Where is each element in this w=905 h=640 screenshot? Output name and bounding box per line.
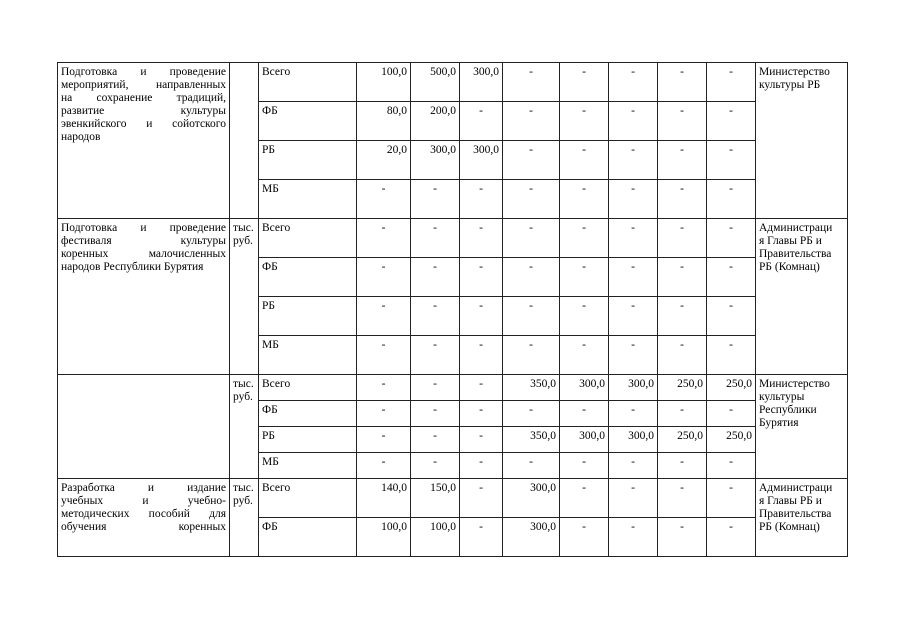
amount-cell: - [609,180,658,219]
amount-cell: 500,0 [411,63,460,102]
amount-cell: - [609,479,658,518]
executor-line: культуры [759,391,805,403]
amount-cell: - [560,102,609,141]
amount-cell: - [357,375,411,401]
amount-cell: - [503,102,560,141]
amount-cell: - [411,375,460,401]
amount-cell: - [411,180,460,219]
measure-name-line: эвенкийского и сойотского [61,118,226,130]
executor-line: я Главы РБ и [759,495,822,507]
measure-name-cell [58,63,230,219]
funding-source-cell: Всего [259,219,357,258]
amount-cell: - [460,518,503,557]
amount-cell: 300,0 [609,375,658,401]
measure-name-line: мероприятий, направленных [61,79,226,91]
amount-cell: - [411,336,460,375]
amount-cell: 250,0 [658,427,707,453]
amount-cell: - [658,219,707,258]
measure-name-line: на сохранение традиций, [61,92,226,104]
amount-cell: - [609,518,658,557]
funding-source-cell: Всего [259,479,357,518]
amount-cell: 350,0 [503,375,560,401]
executor-line: Администраци [759,222,833,234]
amount-cell: - [707,258,756,297]
amount-cell: - [560,297,609,336]
executor-line: Министерство [759,66,830,78]
amount-cell: 350,0 [503,427,560,453]
executor-cell [756,479,848,557]
amount-cell: 80,0 [357,102,411,141]
amount-cell: - [560,479,609,518]
funding-source-cell: МБ [259,453,357,479]
amount-cell: - [411,427,460,453]
amount-cell: - [560,258,609,297]
executor-line: Администраци [759,482,833,494]
amount-cell: - [609,102,658,141]
measure-name-line: учебных и учебно- [61,495,226,507]
unit-cell: тыс. руб. [230,375,259,479]
measure-name-cell [58,375,230,479]
amount-cell: - [411,219,460,258]
amount-cell: - [460,102,503,141]
funding-source-cell: ФБ [259,258,357,297]
amount-cell: 300,0 [460,141,503,180]
amount-cell: - [609,219,658,258]
unit-cell: тыс. руб. [230,219,259,375]
amount-cell: - [503,219,560,258]
executor-line: РБ (Комнац) [759,261,820,273]
amount-cell: - [503,141,560,180]
amount-cell: 300,0 [411,141,460,180]
executor-cell [756,63,848,219]
executor-cell [756,375,848,479]
funding-source-cell: МБ [259,336,357,375]
funding-source-cell: ФБ [259,102,357,141]
measure-name-line: фестиваля культуры [61,235,226,247]
amount-cell: - [560,453,609,479]
amount-cell: 100,0 [357,63,411,102]
amount-cell: - [357,219,411,258]
amount-cell: 150,0 [411,479,460,518]
amount-cell: - [707,102,756,141]
amount-cell: - [357,258,411,297]
amount-cell: - [658,479,707,518]
funding-source-cell: Всего [259,63,357,102]
executor-line: культуры РБ [759,79,821,91]
amount-cell: - [609,336,658,375]
executor-line: Правительства [759,248,832,260]
amount-cell: 250,0 [658,375,707,401]
amount-cell: - [460,258,503,297]
table-row [58,375,848,401]
amount-cell: - [609,401,658,427]
amount-cell: 300,0 [460,63,503,102]
amount-cell: - [658,258,707,297]
table-body [58,63,848,557]
amount-cell: - [357,401,411,427]
measure-name-line: Подготовка и проведение [61,222,226,234]
executor-line: я Главы РБ и [759,235,822,247]
amount-cell: - [560,141,609,180]
amount-cell: - [411,258,460,297]
amount-cell: - [357,336,411,375]
amount-cell: 300,0 [560,427,609,453]
amount-cell: 20,0 [357,141,411,180]
amount-cell: - [658,297,707,336]
amount-cell: - [707,180,756,219]
funding-source-cell: ФБ [259,518,357,557]
funding-source-cell: МБ [259,180,357,219]
unit-cell: тыс. руб. [230,479,259,557]
amount-cell: - [609,297,658,336]
amount-cell: - [658,336,707,375]
amount-cell: - [460,219,503,258]
amount-cell: - [503,336,560,375]
amount-cell: - [707,336,756,375]
amount-cell: 200,0 [411,102,460,141]
executor-line: Правительства [759,508,832,520]
amount-cell: 300,0 [503,479,560,518]
amount-cell: - [707,479,756,518]
amount-cell: - [460,479,503,518]
amount-cell: - [609,141,658,180]
amount-cell: - [707,141,756,180]
amount-cell: - [560,518,609,557]
amount-cell: - [503,453,560,479]
funding-source-cell: РБ [259,141,357,180]
measure-name-line: Разработка и издание [61,482,226,494]
executor-line: Республики [759,404,817,416]
amount-cell: - [357,453,411,479]
amount-cell: - [658,180,707,219]
amount-cell: - [707,518,756,557]
amount-cell: - [357,427,411,453]
funding-source-cell: ФБ [259,401,357,427]
amount-cell: - [503,297,560,336]
amount-cell: 140,0 [357,479,411,518]
amount-cell: - [560,180,609,219]
executor-line: Бурятия [759,417,799,429]
amount-cell: - [503,258,560,297]
funding-source-cell: Всего [259,375,357,401]
amount-cell: - [609,63,658,102]
amount-cell: - [658,518,707,557]
executor-cell [756,219,848,375]
amount-cell: - [460,375,503,401]
measure-name-line: методических пособий для [61,508,226,520]
amount-cell: - [460,297,503,336]
amount-cell: - [411,297,460,336]
amount-cell: - [357,297,411,336]
amount-cell: 100,0 [411,518,460,557]
amount-cell: 300,0 [609,427,658,453]
executor-line: РБ (Комнац) [759,521,820,533]
amount-cell: - [707,63,756,102]
amount-cell: - [460,336,503,375]
table-row [58,479,848,518]
amount-cell: - [460,180,503,219]
table-row [58,63,848,102]
table-row [58,219,848,258]
measure-name-line: Подготовка и проведение [61,66,226,78]
measure-name-line: обучения коренных [61,521,226,533]
amount-cell: 100,0 [357,518,411,557]
amount-cell: - [609,258,658,297]
amount-cell: - [707,297,756,336]
amount-cell: - [658,63,707,102]
measure-name-line: народов [61,131,101,143]
amount-cell: - [609,453,658,479]
amount-cell: - [503,180,560,219]
amount-cell: - [411,453,460,479]
amount-cell: 250,0 [707,427,756,453]
amount-cell: - [707,401,756,427]
amount-cell: - [560,219,609,258]
amount-cell: - [503,63,560,102]
amount-cell: 300,0 [560,375,609,401]
amount-cell: 300,0 [503,518,560,557]
amount-cell: - [658,141,707,180]
program-activities-table [57,62,848,557]
amount-cell: - [560,63,609,102]
amount-cell: - [460,427,503,453]
measure-name-line: коренных малочисленных [61,248,226,260]
amount-cell: - [411,401,460,427]
funding-source-cell: РБ [259,297,357,336]
amount-cell: - [503,401,560,427]
measure-name-line: развитие культуры [61,105,226,117]
measure-name-cell [58,219,230,375]
amount-cell: - [460,453,503,479]
unit-cell [230,63,259,219]
amount-cell: - [560,336,609,375]
amount-cell: - [658,401,707,427]
amount-cell: - [357,180,411,219]
amount-cell: - [560,401,609,427]
funding-source-cell: РБ [259,427,357,453]
amount-cell: - [707,453,756,479]
amount-cell: 250,0 [707,375,756,401]
amount-cell: - [707,219,756,258]
executor-line: Министерство [759,378,830,390]
amount-cell: - [658,102,707,141]
measure-name-line: народов Республики Бурятия [61,261,204,273]
measure-name-cell [58,479,230,557]
amount-cell: - [658,453,707,479]
amount-cell: - [460,401,503,427]
